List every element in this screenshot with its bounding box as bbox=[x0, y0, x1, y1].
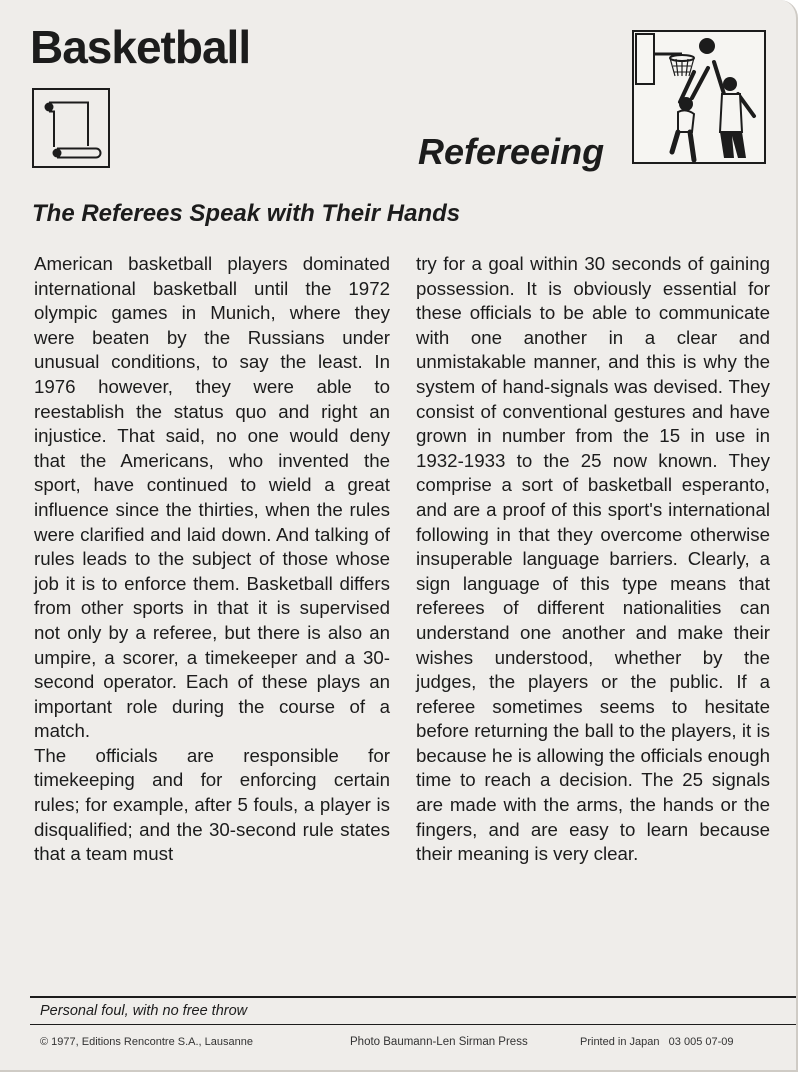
photo-caption: Personal foul, with no free throw bbox=[40, 1003, 248, 1019]
paragraph: try for a goal within 30 seconds of gaining possession. It is obviously essential for these officials to be able to communicate with one another in a clear and unmistakable manner, and this is why the system of hand-signals was devised. They consist of conventional gestures and have grown in number from the 15 in use in 1932-1933 to the 25 now known. They comprise a sort of basketball esperanto, and are a proof of this sport's international following in that they overcome otherwise insuperable language barriers. Clearly, a sign language of this type means that referees of different nationalities can understand one another and make their wishes understood, whether by the judges, the players or the public. If a referee sometimes seems to hesitate before returning the ball to the players, it is because he is allowing the officials enough time to reach a decision. The 25 signals are made with the arms, the hands or the fingers, and are easy to learn because their meaning is very clear. bbox=[416, 253, 770, 865]
paragraph: American basketball players dominated international basketball until the 1972 olympic games in Munich, where they were beaten by the Russians under unusual conditions, to say the least. In 1976 however, they were able to reestablish the status quo and right an injustice. That said, no one would deny that the Americans, who invented the sport, have continued to wield a great influence since the thirties, when the rules were clarified and laid down. And talking of rules leads to the subject of those whose job it is to enforce them. Basketball differs from other sports in that it is supervised not only by a referee, but there is also an umpire, a scorer, a timekeeper and a 30-second operator. Each of these plays an important role during the course of a match. bbox=[34, 253, 390, 742]
basketball-players-icon bbox=[632, 30, 766, 164]
article-left-column bbox=[34, 252, 390, 867]
scroll-icon bbox=[32, 88, 110, 168]
card-subtitle: Refereeing bbox=[418, 131, 605, 172]
article-headline: The Referees Speak with Their Hands bbox=[32, 200, 461, 227]
photo-credit: Photo Baumann-Len Sirman Press bbox=[350, 1036, 528, 1048]
print-info: Printed in Japan 03 005 07-09 bbox=[580, 1036, 734, 1048]
article-right-column bbox=[416, 252, 770, 867]
paragraph: The officials are responsible for timekeeping and for enforcing certain rules; for example, after 5 fouls, a player is disqualified; and the 30-second rule states that a team must bbox=[34, 744, 390, 865]
divider bbox=[30, 996, 796, 998]
copyright-text: © 1977, Editions Rencontre S.A., Lausanne bbox=[40, 1036, 253, 1048]
divider bbox=[30, 1024, 796, 1025]
card-title: Basketball bbox=[30, 21, 251, 73]
